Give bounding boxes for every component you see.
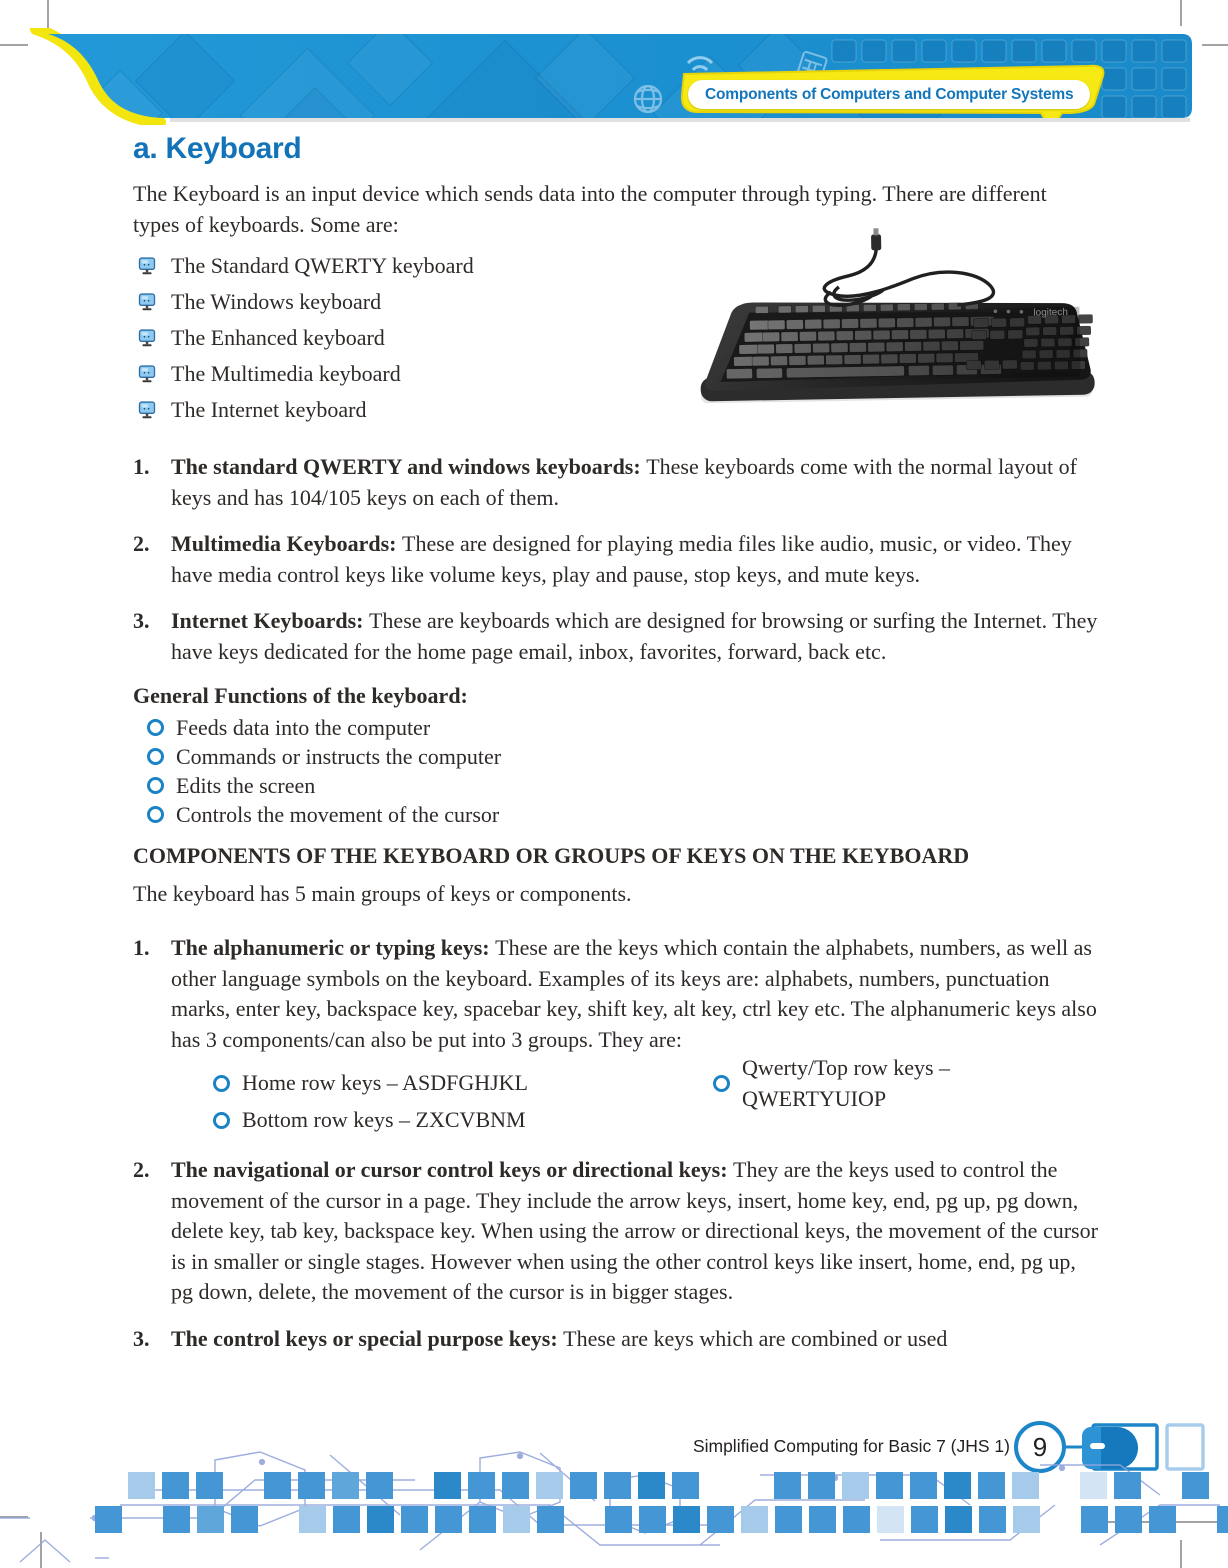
item-body: They are the keys used to control the movement of the cursor in a page. They include the arrow keys, insert, home key, end, pg up, pg down, delete key, tab key, backspace key. When using the arrow or directional keys, the movement of the cursor is in smaller or single stages. However when using the other control keys like insert, home, end, pg up, pg down, delete, the movement of the cursor is in bigger stages. [171,1157,1098,1304]
function-label: Controls the movement of the cursor [176,801,500,827]
sub-bullet-label: Qwerty/Top row keys – QWERTYUIOP [742,1055,951,1111]
keyboard-type-item [133,356,1098,392]
crop-mark [1180,0,1182,26]
function-label: Commands or instructs the computer [176,743,502,769]
components-heading: COMPONENTS OF THE KEYBOARD OR GROUPS OF KEYS ON THE KEYBOARD [133,843,970,868]
numbered-item [133,529,1098,590]
page-number: 9 [1032,1432,1048,1462]
globe-icon [635,86,661,112]
item-lead: The control keys or special purpose keys: [171,1325,564,1351]
crop-mark [1202,44,1228,46]
item-lead: Internet Keyboards: [171,608,369,633]
item-body: These are keys which are combined or used [563,1325,948,1351]
keyboard-type-item [133,392,1098,428]
item-lead: The alphanumeric or typing keys: [171,935,496,960]
function-label: Edits the screen [176,772,316,798]
numbered-item [133,606,1098,667]
keyboard-type-label: The Enhanced keyboard [171,325,385,350]
functions-heading: General Functions of the keyboard: [133,683,468,708]
sub-bullet-columns [171,1055,1098,1139]
sub-bullet-label: Bottom row keys – ZXCVBNM [242,1107,526,1133]
monitor-icon [137,400,157,420]
ring-icon [147,748,164,765]
ring-icon [213,1075,230,1092]
keyboard-type-item [133,248,1098,284]
book-title: Simplified Computing for Basic 7 (JHS 1) [692,1436,1010,1456]
page-content [133,132,1098,1370]
sub-bullet-item [213,1102,713,1139]
item-number: 2. [133,1157,150,1182]
keyboard-type-list [133,248,1098,428]
ring-icon [713,1075,730,1092]
monitor-icon [137,328,157,348]
item-number: 3. [133,608,150,633]
monitor-icon [137,256,157,276]
item-number: 3. [133,1325,150,1351]
item-body: These are keyboards which are designed for browsing or surfing the Internet. They have keys dedicated for the home page email, inbox, favorites, forward, back etc. [171,608,1098,664]
keyboard-type-label: The Windows keyboard [171,289,382,314]
ring-icon [147,777,164,794]
header-band [30,28,1200,125]
item-lead: The navigational or cursor control keys or directional keys: [171,1157,734,1182]
keyboard-type-label: The Standard QWERTY keyboard [171,253,474,278]
keyboard-type-item [133,284,1098,320]
crop-mark [47,0,49,30]
function-label: Feeds data into the computer [176,714,431,740]
function-item [133,800,1098,829]
chapter-banner: Components of Computers and Computer Systems [688,80,1090,109]
crop-mark [0,44,28,46]
section-title: a. Keyboard [133,132,302,165]
keyboard-type-item [133,320,1098,356]
bottom-decoration [0,1450,1228,1568]
components-intro: The keyboard has 5 main groups of keys or components. [133,881,632,906]
keyboard-type-label: The Multimedia keyboard [171,361,401,386]
ring-icon [147,719,164,736]
item-body: These are the keys which contain the alphabets, numbers, as well as other language symbols on the keyboard. Examples of its keys are: alphabets, numbers, punctuation marks, enter key, backspace key, spacebar key, shift key, alt key, ctrl key etc. The alphanumeric keys also has 3 components/can also be put into 3 groups. They are: [171,935,1097,1052]
sub-bullet-label: Home row keys – ASDFGHJKL [242,1070,528,1096]
numbered-item [133,1324,1098,1355]
function-item [133,771,1098,800]
key-groups-list [133,933,1098,1354]
item-body: These keyboards come with the normal layout of keys and has 104/105 keys on each of them. [171,454,1077,510]
item-body: These are designed for playing media files like audio, music, or video. They have media control keys like volume keys, play and pause, stop keys, and mute keys. [171,531,1072,587]
function-item [133,713,1098,742]
ring-icon [147,806,164,823]
numbered-item [133,452,1098,513]
numbered-item [133,1155,1098,1308]
numbered-item [133,933,1098,1139]
item-lead: Multimedia Keyboards: [171,531,402,556]
item-lead: The standard QWERTY and windows keyboards: [171,454,647,479]
keyboard-type-label: The Internet keyboard [171,397,367,422]
item-number: 1. [133,935,150,960]
function-item [133,742,1098,771]
monitor-icon [137,292,157,312]
ring-icon [213,1112,230,1129]
sub-bullet-item [213,1065,713,1102]
sub-bullet-item [713,1055,1098,1111]
keyboard-kinds-list [133,452,1098,667]
functions-list [133,713,1098,829]
keyboard-brand-label: logitech [1033,306,1068,319]
intro-paragraph: The Keyboard is an input device which sends data into the computer through typing. There are different types of keyboards. Some are: [133,181,1047,237]
item-number: 2. [133,531,150,556]
item-number: 1. [133,454,150,479]
monitor-icon [137,364,157,384]
